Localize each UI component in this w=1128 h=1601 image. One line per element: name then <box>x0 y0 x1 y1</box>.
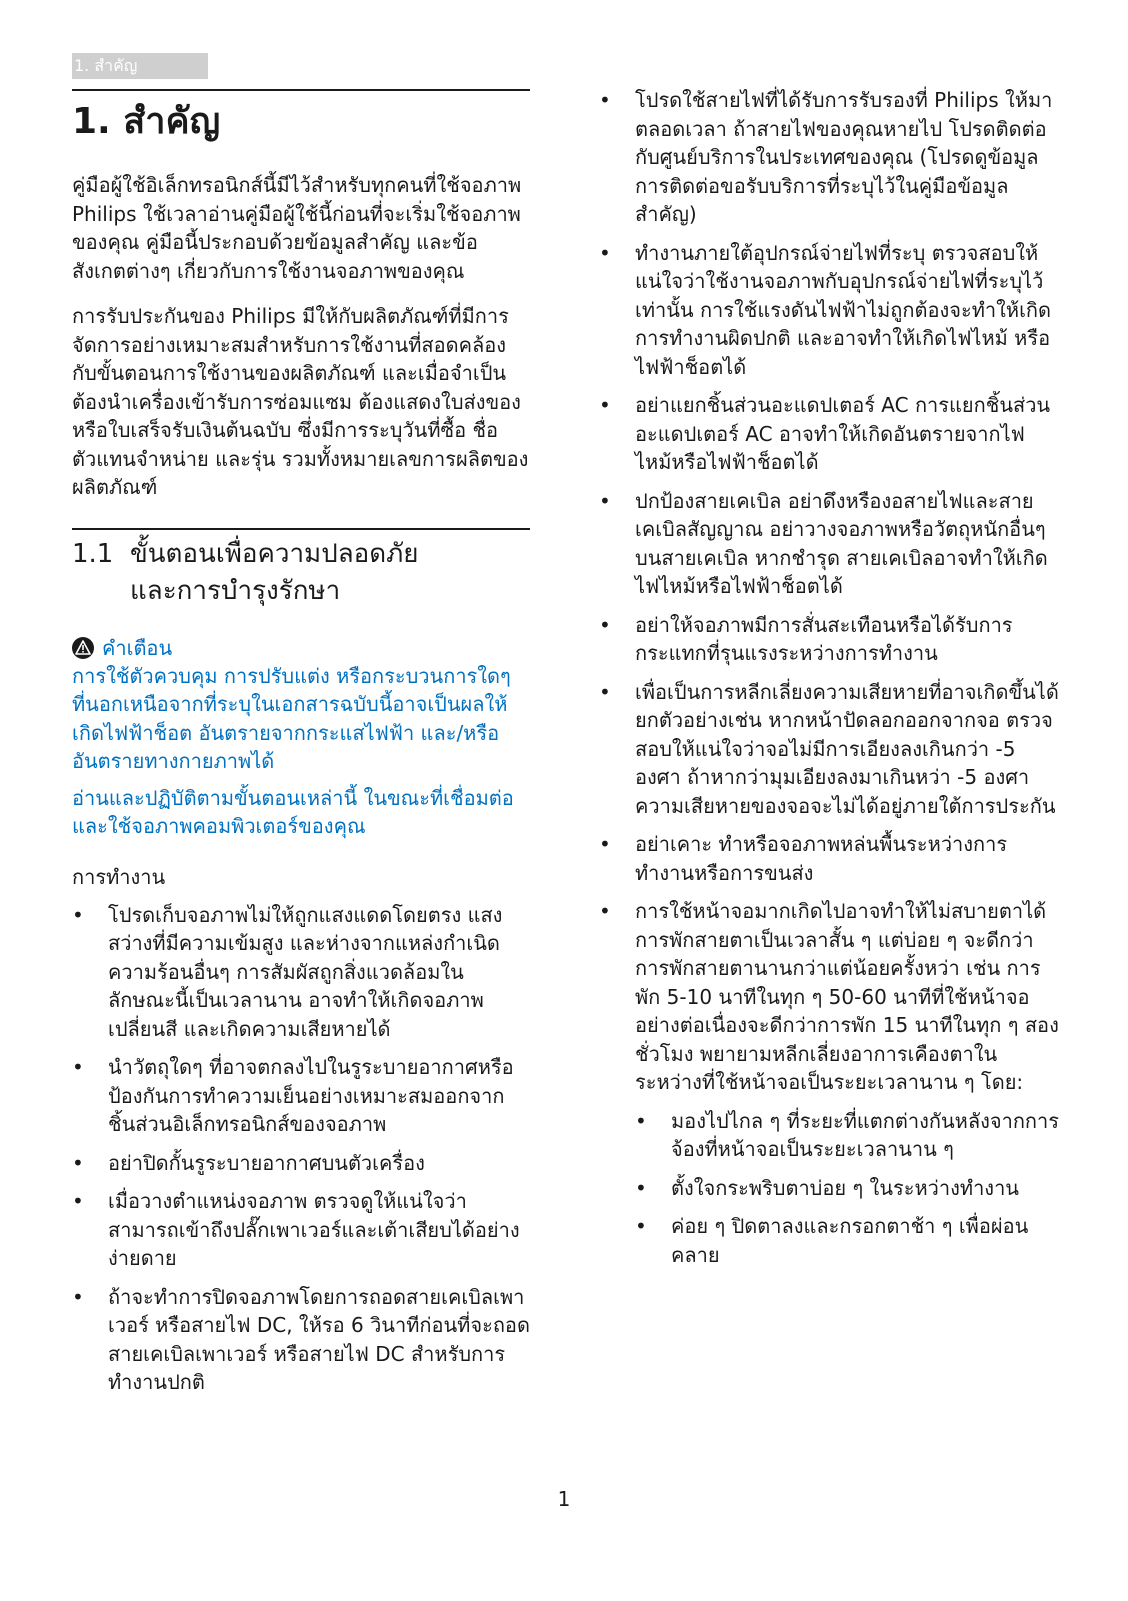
section-title-line2: และการบำรุงรักษา <box>130 575 341 606</box>
left-column <box>72 89 530 1407</box>
warning-triangle-icon <box>72 637 94 659</box>
chapter-tab: 1. สำคัญ <box>72 53 208 79</box>
sub-list-item: • ตั้งใจกระพริบตาบ่อย ๆ ในระหว่างทำงาน <box>635 1174 1059 1203</box>
list-item: • อย่าปิดกั้นรูระบายอากาศบนตัวเครื่อง <box>72 1149 530 1178</box>
eye-strain-text: การใช้หน้าจอมากเกิดไปอาจทำให้ไม่สบายตาได้ การพักสายตาเป็นเวลาสั้น ๆ แต่บ่อย ๆ จะดีกว่าการพักสายตานานกว่าแต่น้อยครั้งหว่า เช่น การพัก 5-10 นาทีในทุก ๆ 50-60 นาทีที่ใช้หน้าจออย่างต่อเนื่องจะดีกว่าการพัก 15 นาทีในทุก ๆ สองชั่วโมง พยายามหลีกเลี่ยงอาการเคืองตาในระหว่างที่ใช้หน้าจอเป็นระยะเวลานาน ๆ โดย: <box>635 899 1059 1094</box>
warning-title: คำเตือน <box>102 635 173 660</box>
right-column <box>599 86 1059 1279</box>
chapter-title <box>72 99 530 145</box>
section-title <box>72 536 530 610</box>
chapter-rule <box>72 89 530 91</box>
list-item: • อย่าเคาะ ทำหรือจอภาพหล่นพื้นระหว่างการทำงานหรือการขนส่ง <box>599 830 1059 887</box>
list-item: • นำวัตถุใดๆ ที่อาจตกลงไปในรูระบายอากาศหรือป้องกันการทำความเย็นอย่างเหมาะสมออกจากชิ้นส่วนอิเล็กทรอนิกส์ของจอภาพ <box>72 1053 530 1139</box>
section-title-line1: ขั้นตอนเพื่อความปลอดภัย <box>130 538 419 569</box>
chapter-name: สำคัญ <box>123 101 221 142</box>
warranty-paragraph: การรับประกันของ Philips มีให้กับผลิตภัณฑ์ที่มีการจัดการอย่างเหมาะสมสำหรับการใช้งานที่สอดคล้องกับขั้นตอนการใช้งานของผลิตภัณฑ์ และเมื่อจำเป็นต้องนำเครื่องเข้ารับการซ่อมแซม ต้องแสดงใบส่งของหรือใบเสร็จรับเงินต้นฉบับ ซึ่งมีการระบุวันที่ซื้อ ชื่อตัวแทนจำหน่าย และรุ่น รวมทั้งหมายเลขการผลิตของผลิตภัณฑ์ <box>72 304 529 499</box>
operation-heading: การทำงาน <box>72 864 166 889</box>
warning-instruction: อ่านและปฏิบัติตามขั้นตอนเหล่านี้ ในขณะที่เชื่อมต่อและใช้จอภาพคอมพิวเตอร์ของคุณ <box>72 785 514 838</box>
operation-list-right <box>599 86 1059 1269</box>
warning-text: การใช้ตัวควบคุม การปรับแต่ง หรือกระบวนการใดๆ ที่นอกเหนือจากที่ระบุในเอกสารฉบับนี้อาจเป็นผลให้เกิดไฟฟ้าช็อต อันตรายจากกระแสไฟฟ้า และ/หรืออันตรายทางกายภาพได้ <box>72 663 511 773</box>
intro-paragraph: คู่มือผู้ใช้อิเล็กทรอนิกส์นี้มีไว้สำหรับทุกคนที่ใช้จอภาพ Philips ใช้เวลาอ่านคู่มือผู้ใช้นี้ก่อนที่จะเริ่มใช้จอภาพของคุณ คู่มือนี้ประกอบด้วยข้อมูลสำคัญ และข้อสังเกตต่างๆ เกี่ยวกับการใช้งานจอภาพของคุณ <box>72 173 522 283</box>
section-number: 1.1 <box>72 538 114 569</box>
page-number: 1 <box>557 1487 571 1511</box>
section-rule <box>72 528 530 530</box>
list-item: • อย่าให้จอภาพมีการสั่นสะเทือนหรือได้รับการกระแทกที่รุนแรงระหว่างการทำงาน <box>599 611 1059 668</box>
list-item: • ปกป้องสายเคเบิล อย่าดึงหรืองอสายไฟและสายเคเบิลสัญญาณ อย่าวางจอภาพหรือวัตถุหนักอื่นๆ บนสายเคเบิล หากชำรุด สายเคเบิลอาจทำให้เกิดไฟไหม้หรือไฟฟ้าช็อตได้ <box>599 487 1059 601</box>
warning-heading <box>72 634 530 662</box>
eye-strain-sublist <box>635 1107 1059 1270</box>
list-item: • โปรดเก็บจอภาพไม่ให้ถูกแสงแดดโดยตรง แสงสว่างที่มีความเข้มสูง และห่างจากแหล่งกำเนิดความร้อนอื่นๆ การสัมผัสถูกสิ่งแวดล้อมในลักษณะนี้เป็นเวลานาน อาจทำให้เกิดจอภาพเปลี่ยนสี และเกิดความเสียหายได้ <box>72 901 530 1044</box>
list-item: • เพื่อเป็นการหลีกเลี่ยงความเสียหายที่อาจเกิดขึ้นได้ ยกตัวอย่างเช่น หากหน้าปัดลอกออกจากจอ ตรวจสอบให้แน่ใจว่าจอไม่มีการเอียงลงเกินกว่า -5 องศา ถ้าหากว่ามุมเอียงลงมาเกินหว่า -5 องศา ความเสียหายของจอจะไม่ได้อยู่ภายใต้การประกัน <box>599 678 1059 821</box>
chapter-number: 1. <box>72 101 111 142</box>
list-item: • โปรดใช้สายไฟที่ได้รับการรับรองที่ Philips ให้มาตลอดเวลา ถ้าสายไฟของคุณหายไป โปรดติดต่อกับศูนย์บริการในประเทศของคุณ (โปรดดูข้อมูลการติดต่อขอรับบริการที่ระบุไว้ในคู่มือข้อมูลสำคัญ) <box>599 86 1059 229</box>
list-item: • เมื่อวางตำแหน่งจอภาพ ตรวจดูให้แน่ใจว่าสามารถเข้าถึงปลั๊กเพาเวอร์และเต้าเสียบได้อย่างง่ายดาย <box>72 1187 530 1273</box>
list-item <box>599 897 1059 1269</box>
sub-list-item: • มองไปไกล ๆ ที่ระยะที่แตกต่างกันหลังจากการจ้องที่หน้าจอเป็นระยะเวลานาน ๆ <box>635 1107 1059 1164</box>
operation-list-left <box>72 901 530 1397</box>
sub-list-item: • ค่อย ๆ ปิดตาลงและกรอกตาช้า ๆ เพื่อผ่อนคลาย <box>635 1212 1059 1269</box>
list-item: • อย่าแยกชิ้นส่วนอะแดปเตอร์ AC การแยกชิ้นส่วนอะแดปเตอร์ AC อาจทำให้เกิดอันตรายจากไฟไหม้หรือไฟฟ้าช็อตได้ <box>599 391 1059 477</box>
list-item: • ถ้าจะทำการปิดจอภาพโดยการถอดสายเคเบิลเพาเวอร์ หรือสายไฟ DC, ให้รอ 6 วินาทีก่อนที่จะถอดสายเคเบิลเพาเวอร์ หรือสายไฟ DC สำหรับการทำงานปกติ <box>72 1283 530 1397</box>
list-item: • ทำงานภายใต้อุปกรณ์จ่ายไฟที่ระบุ ตรวจสอบให้แน่ใจว่าใช้งานจอภาพกับอุปกรณ์จ่ายไฟที่ระบุไว้เท่านั้น การใช้แรงดันไฟฟ้าไม่ถูกต้องจะทำให้เกิดการทำงานผิดปกติ และอาจทำให้เกิดไฟไหม้ หรือไฟฟ้าช็อตได้ <box>599 239 1059 382</box>
